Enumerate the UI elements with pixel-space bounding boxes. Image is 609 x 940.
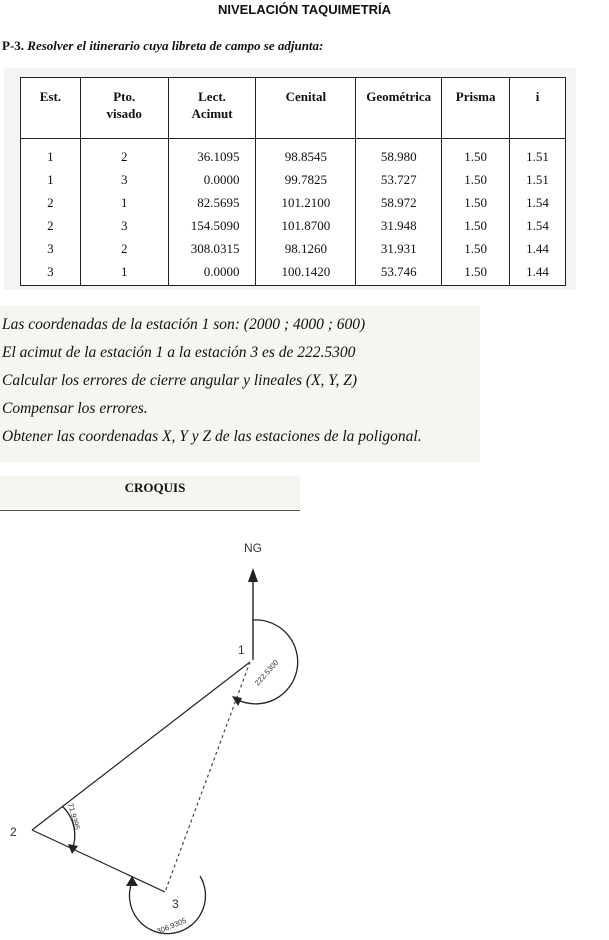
header-cenital <box>256 78 356 139</box>
north-arrow-icon <box>248 568 258 582</box>
header-prisma <box>442 78 510 139</box>
table-row <box>21 237 566 260</box>
cell-cenital: 98.1260 <box>256 237 356 260</box>
header-est-label: Est. <box>39 89 62 104</box>
cell-acimut: 154.5090 <box>168 214 256 237</box>
cell-i: 1.54 <box>510 191 566 214</box>
cell-prisma: 1.50 <box>442 139 510 169</box>
table-row <box>21 168 566 191</box>
cell-pto: 3 <box>80 214 168 237</box>
header-lect-line1: Lect. <box>198 89 226 104</box>
field-book-table <box>20 77 566 286</box>
table-row <box>21 139 566 169</box>
cell-i: 1.54 <box>510 214 566 237</box>
statement-closure-errors: Calcular los errores de cierre angular y lineales (X, Y, Z) <box>2 372 358 389</box>
header-cenital-label: Cenital <box>285 89 327 104</box>
statement-compensate: Compensar los errores. <box>2 400 148 417</box>
cell-est: 1 <box>21 168 81 191</box>
cell-est: 3 <box>21 237 81 260</box>
angle-label-station-3: 306.9305 <box>155 915 188 936</box>
field-book-panel <box>4 68 576 290</box>
cell-prisma: 1.50 <box>442 214 510 237</box>
cell-prisma: 1.50 <box>442 260 510 286</box>
header-est <box>21 78 81 139</box>
cell-est: 1 <box>21 139 81 169</box>
traverse-line-1-3 <box>165 662 250 892</box>
traverse-line-2-3 <box>32 830 165 892</box>
cell-cenital: 100.1420 <box>256 260 356 286</box>
cell-est: 2 <box>21 214 81 237</box>
header-i <box>510 78 566 139</box>
problem-text: Resolver el itinerario cuya libreta de campo se adjunta: <box>27 38 324 53</box>
table-row <box>21 260 566 286</box>
angle-label-station-2: 71.9395 <box>66 802 82 831</box>
angle-label-station-1: 222.5300 <box>252 658 281 688</box>
cell-acimut: 82.5695 <box>168 191 256 214</box>
statements-panel <box>0 306 480 462</box>
angle-arrow-station-1-icon <box>232 696 242 706</box>
statement-azimuth: El acimut de la estación 1 a la estación 3 es de 222.5300 <box>2 344 356 361</box>
station-1-label: 1 <box>238 643 245 657</box>
station-3-label: 3 <box>172 897 179 911</box>
table-row <box>21 191 566 214</box>
cell-pto: 3 <box>80 168 168 191</box>
cell-cenital: 98.8545 <box>256 139 356 169</box>
cell-acimut: 0.0000 <box>168 168 256 191</box>
cell-prisma: 1.50 <box>442 168 510 191</box>
table-row <box>21 214 566 237</box>
traverse-line-1-2 <box>32 662 250 830</box>
table-header-row <box>21 78 566 139</box>
cell-acimut: 36.1095 <box>168 139 256 169</box>
problem-statement <box>2 38 323 54</box>
cell-cenital: 101.8700 <box>256 214 356 237</box>
cell-pto: 1 <box>80 260 168 286</box>
angle-arrow-station-2-icon <box>68 844 78 854</box>
cell-i: 1.51 <box>510 139 566 169</box>
croquis-sketch <box>0 520 420 940</box>
statement-obtain-coordinates: Obtener las coordenadas X, Y y Z de las estaciones de la poligonal. <box>2 428 422 445</box>
header-pto-line2: visado <box>106 106 142 121</box>
header-geometrica <box>356 78 442 139</box>
header-pto-line1: Pto. <box>113 89 136 104</box>
cell-prisma: 1.50 <box>442 191 510 214</box>
cell-acimut: 308.0315 <box>168 237 256 260</box>
croquis-title: CROQUIS <box>124 480 186 495</box>
cell-i: 1.44 <box>510 260 566 286</box>
cell-geometrica: 53.746 <box>356 260 442 286</box>
cell-est: 3 <box>21 260 81 286</box>
header-geometrica-label: Geométrica <box>366 89 432 104</box>
cell-pto: 2 <box>80 237 168 260</box>
cell-geometrica: 58.972 <box>356 191 442 214</box>
cell-cenital: 101.2100 <box>256 191 356 214</box>
cell-geometrica: 53.727 <box>356 168 442 191</box>
header-i-label: i <box>535 89 540 104</box>
cell-acimut: 0.0000 <box>168 260 256 286</box>
statement-coordinates: Las coordenadas de la estación 1 son: (2000 ; 4000 ; 600) <box>2 316 366 333</box>
cell-i: 1.51 <box>510 168 566 191</box>
station-2-label: 2 <box>10 825 17 839</box>
cell-cenital: 99.7825 <box>256 168 356 191</box>
header-lect-line2: Acimut <box>191 106 233 121</box>
cell-geometrica: 58.980 <box>356 139 442 169</box>
cell-geometrica: 31.948 <box>356 214 442 237</box>
problem-id: P-3. <box>2 38 25 53</box>
cell-pto: 2 <box>80 139 168 169</box>
angle-arc-station-1 <box>238 620 298 704</box>
cell-i: 1.44 <box>510 237 566 260</box>
page-title: NIVELACIÓN TAQUIMETRÍA <box>217 2 392 17</box>
north-label: NG <box>244 541 262 555</box>
header-lect-acimut <box>168 78 256 139</box>
cell-prisma: 1.50 <box>442 237 510 260</box>
header-pto-visado <box>80 78 168 139</box>
header-prisma-label: Prisma <box>455 89 496 104</box>
cell-est: 2 <box>21 191 81 214</box>
cell-pto: 1 <box>80 191 168 214</box>
angle-arrow-station-3-icon <box>126 876 138 886</box>
croquis-header <box>0 476 300 511</box>
cell-geometrica: 31.931 <box>356 237 442 260</box>
